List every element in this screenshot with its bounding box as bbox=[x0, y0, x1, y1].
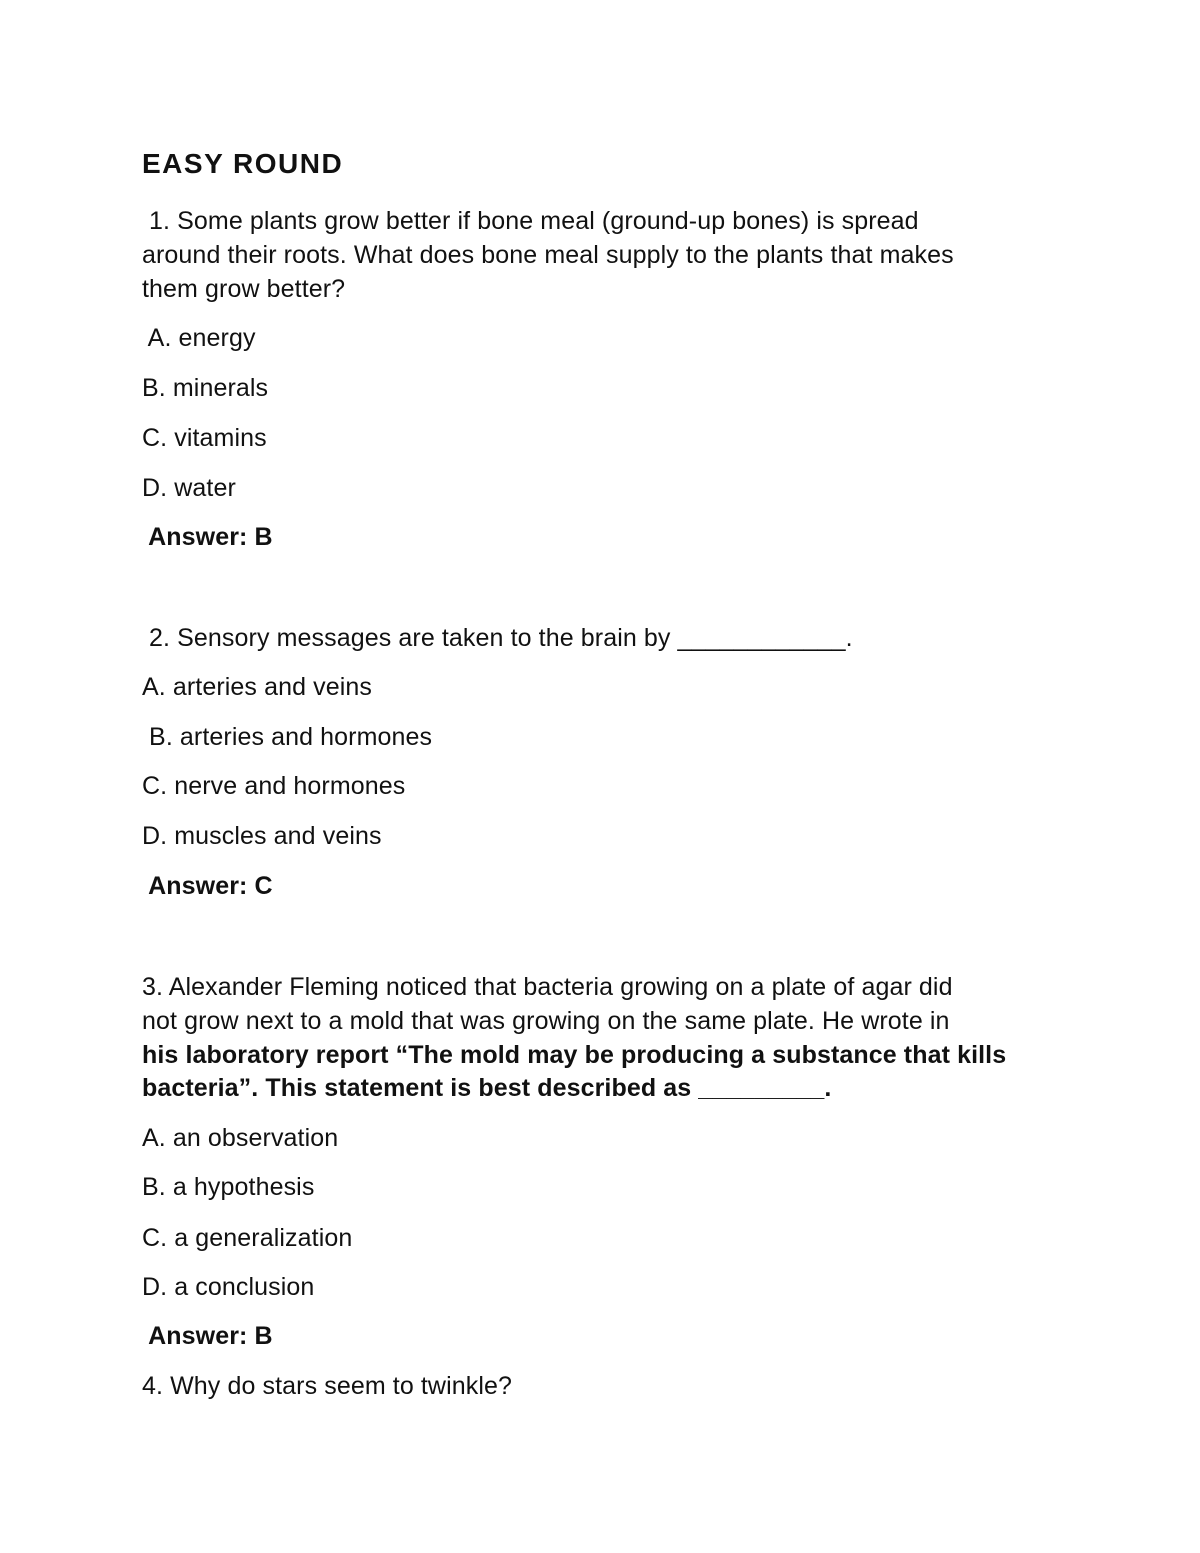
question-3-answer: Answer: B bbox=[142, 1322, 273, 1350]
question-1-line-1: 1. Some plants grow better if bone meal (ground-up bones) is spread bbox=[142, 207, 919, 235]
question-1-line-2: around their roots. What does bone meal supply to the plants that makes bbox=[142, 241, 954, 269]
question-2-option-a: A. arteries and veins bbox=[142, 673, 372, 701]
question-1-answer: Answer: B bbox=[142, 523, 273, 551]
question-3-option-b: B. a hypothesis bbox=[142, 1173, 315, 1201]
question-1-option-c: C. vitamins bbox=[142, 424, 267, 452]
question-1-option-a: A. energy bbox=[142, 324, 256, 352]
question-1-line-3: them grow better? bbox=[142, 275, 346, 303]
question-3-line-1: 3. Alexander Fleming noticed that bacteria growing on a plate of agar did bbox=[142, 973, 953, 1001]
question-1-option-d: D. water bbox=[142, 474, 236, 502]
question-1-option-b: B. minerals bbox=[142, 374, 269, 402]
page-title: EASY ROUND bbox=[142, 148, 344, 179]
question-2-option-c: C. nerve and hormones bbox=[142, 772, 406, 800]
question-3-option-a: A. an observation bbox=[142, 1124, 339, 1152]
question-3-option-d: D. a conclusion bbox=[142, 1273, 315, 1301]
question-3-line-2: not grow next to a mold that was growing on the same plate. He wrote in bbox=[142, 1007, 950, 1035]
question-3-line-3: his laboratory report “The mold may be producing a substance that kills bbox=[142, 1041, 1007, 1069]
question-2-option-b: B. arteries and hormones bbox=[142, 723, 433, 751]
question-2-option-d: D. muscles and veins bbox=[142, 822, 382, 850]
question-2-line-1: 2. Sensory messages are taken to the brain by ____________. bbox=[142, 624, 853, 652]
question-3-line-4: bacteria”. This statement is best described as _________. bbox=[142, 1074, 832, 1102]
question-2-answer: Answer: C bbox=[142, 872, 273, 900]
question-4-line-1: 4. Why do stars seem to twinkle? bbox=[142, 1372, 513, 1400]
question-3-option-c: C. a generalization bbox=[142, 1224, 353, 1252]
